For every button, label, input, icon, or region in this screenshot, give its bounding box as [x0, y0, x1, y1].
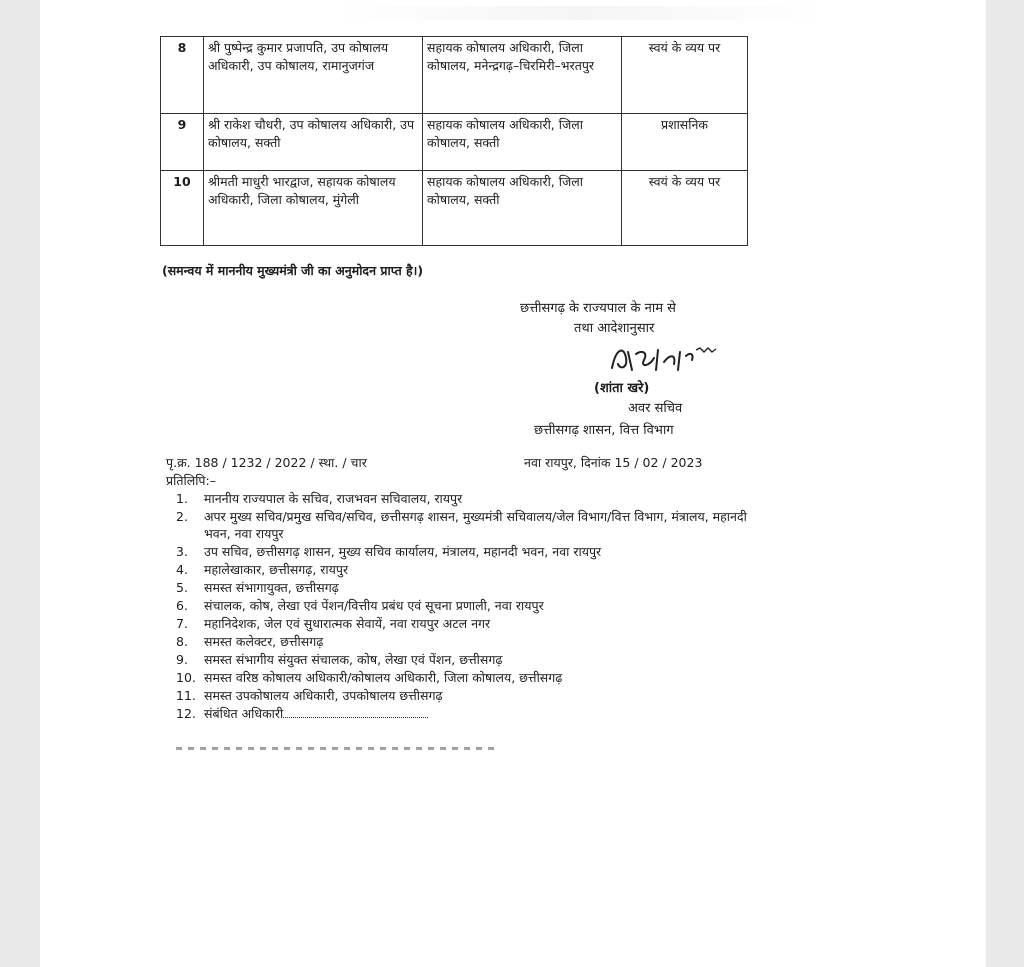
scan-shadow	[330, 6, 830, 20]
list-item	[176, 669, 776, 686]
list-item	[176, 543, 776, 560]
list-text: समस्त संभागीय संयुक्त संचालक, कोष, लेखा एवं पेंशन, छत्तीसगढ़	[204, 652, 503, 667]
table-row	[161, 37, 748, 114]
reason-cell: स्वयं के व्यय पर	[622, 171, 748, 246]
list-text: संबंधित अधिकारी	[204, 706, 284, 721]
copy-to-list	[176, 490, 776, 723]
table-row	[161, 114, 748, 171]
list-text: उप सचिव, छत्तीसगढ़ शासन, मुख्य सचिव कार्यालय, मंत्रालय, महानदी भवन, नवा रायपुर	[204, 544, 602, 559]
signer-department: छत्तीसगढ़ शासन, वित्त विभाग	[534, 423, 674, 438]
list-item	[176, 597, 776, 614]
list-number: 10.	[176, 670, 196, 685]
new-post-cell: सहायक कोषालय अधिकारी, जिला कोषालय, मनेन्द्रगढ़–चिरमिरी–भरतपुर	[423, 37, 622, 114]
dotted-fill-line	[283, 707, 428, 718]
serial-cell: 10	[161, 171, 204, 246]
memo-date: नवा रायपुर, दिनांक 15 / 02 / 2023	[524, 455, 703, 470]
document-page	[40, 0, 986, 967]
list-text: माननीय राज्यपाल के सचिव, राजभवन सचिवालय, रायपुर	[204, 491, 463, 506]
new-post-cell: सहायक कोषालय अधिकारी, जिला कोषालय, सक्ती	[423, 114, 622, 171]
list-text: समस्त उपकोषालय अधिकारी, उपकोषालय छत्तीसगढ़	[204, 688, 443, 703]
list-number: 7.	[176, 616, 188, 631]
list-number: 4.	[176, 562, 188, 577]
order-line: तथा आदेशानुसार	[574, 321, 655, 336]
officer-name-cell: श्री पुष्पेन्द्र कुमार प्रजापति, उप कोषालय अधिकारी, उप कोषालय, रामानुजगंज	[204, 37, 423, 114]
signer-designation: अवर सचिव	[628, 401, 683, 416]
list-text: अपर मुख्य सचिव/प्रमुख सचिव/सचिव, छत्तीसगढ़ शासन, मुख्यमंत्री सचिवालय/जेल विभाग/वित्त विभाग, मंत्रालय, महानदी भवन, नवा रायपुर	[204, 509, 747, 541]
list-item	[176, 508, 776, 542]
list-number: 3.	[176, 544, 188, 559]
officer-name-cell: श्रीमती माधुरी भारद्वाज, सहायक कोषालय अधिकारी, जिला कोषालय, मुंगेली	[204, 171, 423, 246]
list-item	[176, 705, 776, 722]
cut-off-line	[176, 745, 496, 751]
list-text: समस्त वरिष्ठ कोषालय अधिकारी/कोषालय अधिकारी, जिला कोषालय, छत्तीसगढ़	[204, 670, 563, 685]
officer-name-cell: श्री राकेश चौधरी, उप कोषालय अधिकारी, उप कोषालय, सक्ती	[204, 114, 423, 171]
authority-line: छत्तीसगढ़ के राज्यपाल के नाम से	[520, 301, 676, 316]
memo-number: पृ.क्र. 188 / 1232 / 2022 / स्था. / चार	[166, 455, 367, 470]
list-number: 12.	[176, 706, 196, 721]
list-text: महानिदेशक, जेल एवं सुधारात्मक सेवायें, नवा रायपुर अटल नगर	[204, 616, 491, 631]
new-post-cell: सहायक कोषालय अधिकारी, जिला कोषालय, सक्ती	[423, 171, 622, 246]
serial-cell: 8	[161, 37, 204, 114]
list-number: 9.	[176, 652, 188, 667]
list-number: 6.	[176, 598, 188, 613]
table-row	[161, 171, 748, 246]
list-number: 5.	[176, 580, 188, 595]
list-number: 1.	[176, 491, 188, 506]
transfer-table	[160, 36, 748, 246]
list-item	[176, 579, 776, 596]
list-text: महालेखाकार, छत्तीसगढ़, रायपुर	[204, 562, 349, 577]
reason-cell: प्रशासनिक	[622, 114, 748, 171]
signer-name: (शांता खरे)	[594, 381, 650, 396]
serial-cell: 9	[161, 114, 204, 171]
list-item	[176, 561, 776, 578]
copy-to-label: प्रतिलिपि:–	[166, 473, 216, 488]
list-item	[176, 633, 776, 650]
list-number: 8.	[176, 634, 188, 649]
handwritten-signature	[606, 340, 726, 378]
approval-note: (समन्वय में माननीय मुख्यमंत्री जी का अनुमोदन प्राप्त है।)	[162, 263, 424, 278]
list-item	[176, 490, 776, 507]
reason-cell: स्वयं के व्यय पर	[622, 37, 748, 114]
list-item	[176, 651, 776, 668]
list-item	[176, 687, 776, 704]
list-number: 11.	[176, 688, 196, 703]
list-item	[176, 615, 776, 632]
list-text: संचालक, कोष, लेखा एवं पेंशन/वित्तीय प्रबंध एवं सूचना प्रणाली, नवा रायपुर	[204, 598, 544, 613]
list-number: 2.	[176, 509, 188, 524]
list-text: समस्त संभागायुक्त, छत्तीसगढ़	[204, 580, 339, 595]
list-text: समस्त कलेक्टर, छत्तीसगढ़	[204, 634, 324, 649]
